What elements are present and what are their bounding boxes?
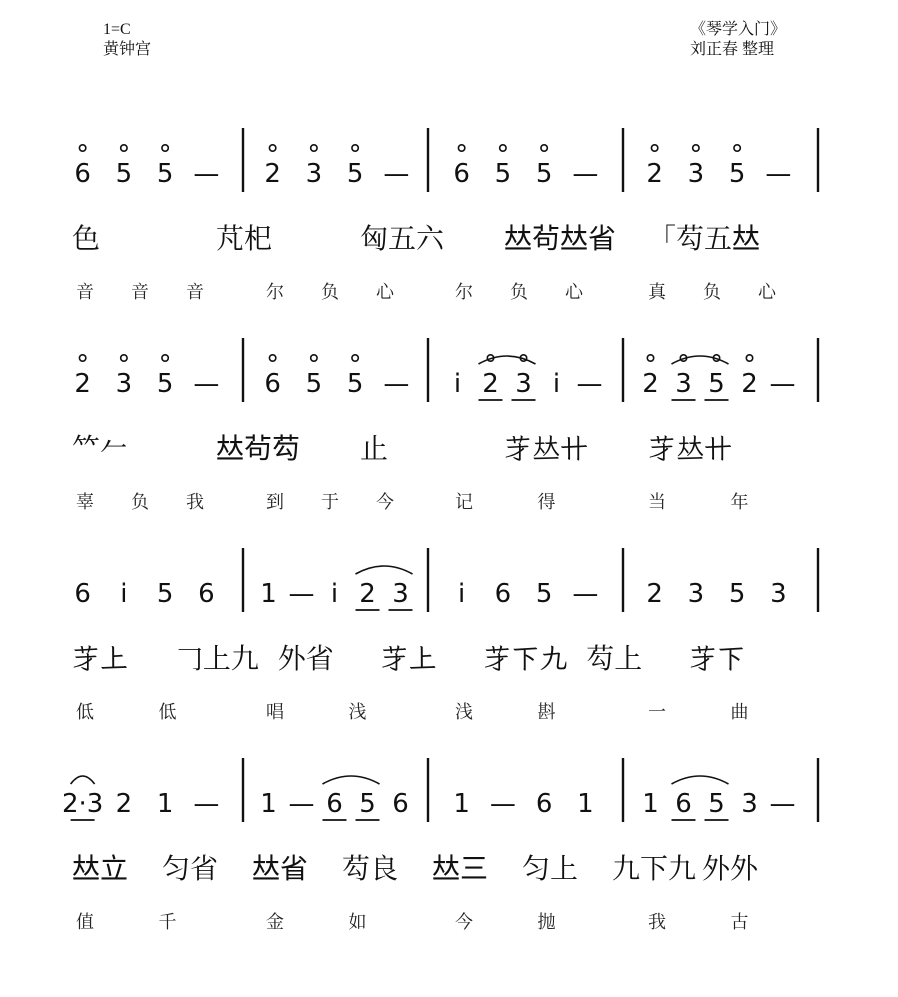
jianzipu-tablature: 芃𣏌	[216, 222, 273, 255]
lyric-character: 于	[321, 492, 339, 513]
jianpu-note: 3	[687, 159, 705, 189]
score-system	[0, 750, 898, 970]
lyric-character: 心	[376, 282, 394, 303]
lyric-character: 金	[266, 912, 284, 933]
jianzipu-tablature: 𠀤立	[72, 852, 129, 885]
jianzipu-tablature: 匀上	[522, 852, 579, 885]
octave-dot	[541, 145, 547, 151]
arranger-credit: 刘正春 整理	[690, 41, 775, 58]
jianpu-note: 5	[346, 159, 364, 189]
jianzipu-tablature: 外省	[277, 642, 334, 675]
octave-dot	[79, 145, 85, 151]
sustain-dash: —	[572, 159, 599, 189]
jianpu-note: 1	[453, 789, 470, 819]
lyric-character: 音	[76, 282, 94, 303]
jianzipu-tablature: 芶良	[342, 852, 399, 885]
jianpu-note: 6	[198, 579, 215, 609]
lyric-character: 值	[76, 912, 94, 933]
jianpu-note: i	[552, 369, 561, 399]
jianzipu-tablature: 匈五六	[360, 222, 445, 255]
octave-dot	[500, 145, 506, 151]
sustain-dash: —	[193, 159, 220, 189]
lyric-character: 负	[321, 282, 339, 303]
jianpu-note: 5	[708, 369, 725, 399]
jianpu-note: 3	[392, 579, 409, 609]
jianpu-note: 2	[115, 789, 133, 819]
slur-arc	[356, 566, 413, 574]
lyric-character: 当	[648, 492, 666, 513]
sustain-dash: —	[288, 579, 315, 609]
jianzipu-tablature: 芶上	[586, 642, 643, 675]
octave-dot	[746, 355, 752, 361]
jianpu-note: 2	[741, 369, 758, 399]
lyric-character: 我	[186, 492, 204, 513]
lyric-character: 古	[730, 912, 749, 933]
jianzipu-tablature: 𠀤茍芶	[216, 432, 301, 465]
jianpu-note: 5	[535, 159, 553, 189]
octave-dot	[651, 145, 657, 151]
jianpu-note: 5	[156, 159, 174, 189]
octave-dot	[458, 145, 464, 151]
jianzipu-tablature: 𦬁𠀤卄	[504, 432, 589, 465]
lyric-character: 尔	[266, 282, 284, 303]
lyric-character: 负	[510, 282, 528, 303]
octave-dot	[311, 355, 317, 361]
notation-staff	[0, 120, 898, 340]
jianzipu-tablature: 外外	[702, 852, 759, 885]
jianzipu-tablature: 九下九	[612, 852, 697, 885]
jianpu-note: 6	[326, 789, 343, 819]
sustain-dash: —	[193, 789, 220, 819]
mode-label: 黄钟宫	[103, 41, 152, 58]
lyric-character: 低	[158, 702, 177, 723]
jianpu-note: 2	[646, 159, 663, 189]
jianpu-note: 5	[708, 789, 725, 819]
lyric-character: 低	[76, 702, 94, 723]
jianpu-note: 6	[264, 369, 281, 399]
octave-dot	[121, 145, 127, 151]
sustain-dash: —	[489, 789, 516, 819]
jianpu-note: 3	[770, 579, 787, 609]
lyric-character: 到	[266, 492, 284, 513]
octave-dot	[162, 145, 168, 151]
jianpu-note: 5	[305, 369, 323, 399]
jianpu-note: 1	[642, 789, 659, 819]
slur-arc	[323, 776, 380, 784]
jianpu-note: 6	[535, 789, 553, 819]
lyric-character: 真	[648, 282, 666, 303]
lyric-character: 今	[376, 492, 394, 513]
lyric-character: 千	[158, 912, 177, 933]
jianpu-note: 2	[482, 369, 499, 399]
lyric-character: 唱	[266, 702, 284, 723]
lyric-character: 浅	[455, 702, 473, 723]
lyric-character: 音	[186, 282, 204, 303]
jianpu-note: 2	[642, 369, 659, 399]
jianpu-note: 3	[115, 369, 133, 399]
lyric-character: 曲	[730, 702, 749, 723]
score-system	[0, 120, 898, 340]
lyric-character: 记	[455, 492, 473, 513]
jianpu-note: 2	[74, 369, 91, 399]
jianzipu-tablature: 𠃌上九	[174, 642, 259, 675]
jianpu-note: 2	[646, 579, 663, 609]
jianpu-note: 5	[346, 369, 364, 399]
jianpu-note: 3	[741, 789, 758, 819]
lyric-character: 负	[703, 282, 721, 303]
octave-dot	[311, 145, 317, 151]
lyric-character: 心	[758, 282, 776, 303]
octave-dot	[121, 355, 127, 361]
lyric-character: 浅	[348, 702, 367, 723]
jianpu-note: 6	[392, 789, 409, 819]
jianpu-note: 6	[74, 159, 91, 189]
notation-staff	[0, 540, 898, 760]
sustain-dash: —	[383, 159, 410, 189]
lyric-character: 心	[565, 282, 583, 303]
jianzipu-tablature: 𦬁上	[380, 642, 437, 675]
jianpu-note: 1	[156, 789, 174, 819]
lyric-character: 得	[537, 492, 556, 513]
octave-dot	[693, 145, 699, 151]
lyric-character: 辜	[76, 492, 94, 513]
jianzipu-tablature: 𦬁𠀤卄	[648, 432, 733, 465]
score-system	[0, 540, 898, 760]
lyric-character: 如	[348, 912, 367, 933]
lyric-character: 音	[131, 282, 149, 303]
octave-dot	[352, 355, 358, 361]
jianzipu-tablature: 𦬁下九	[483, 642, 568, 675]
sustain-dash: —	[769, 369, 796, 399]
jianpu-note: 5	[156, 579, 174, 609]
jianpu-note: 5	[115, 159, 133, 189]
jianzipu-tablature: 𠀤三	[432, 852, 489, 885]
jianzipu-tablature: 色	[72, 222, 101, 255]
jianpu-note: 2	[359, 579, 376, 609]
lyric-character: 今	[455, 912, 473, 933]
jianpu-note: 1	[260, 789, 277, 819]
jianpu-note: 3	[515, 369, 532, 399]
sustain-dash: —	[288, 789, 315, 819]
jianzipu-tablature: 𦬁下	[689, 642, 746, 675]
lyric-character: 我	[648, 912, 666, 933]
jianpu-note: 3	[687, 579, 705, 609]
sustain-dash: —	[576, 369, 603, 399]
score-source-info	[690, 20, 786, 60]
lyric-character: 负	[131, 492, 149, 513]
slur-arc	[672, 776, 729, 784]
score-system	[0, 330, 898, 550]
lyric-character: 尔	[455, 282, 473, 303]
source-title: 《琴学入门》	[690, 21, 787, 38]
sustain-dash: —	[769, 789, 796, 819]
jianpu-note: 3	[305, 159, 323, 189]
jianpu-note: 6	[675, 789, 692, 819]
lyric-character: 斟	[537, 702, 556, 723]
octave-dot	[162, 355, 168, 361]
slur-arc	[71, 776, 95, 784]
jianpu-note: 5	[359, 789, 376, 819]
octave-dot	[269, 355, 275, 361]
jianzipu-tablature: 止	[360, 432, 389, 465]
octave-dot	[647, 355, 653, 361]
lyric-character: 一	[648, 702, 666, 723]
octave-dot	[79, 355, 85, 361]
jianpu-note: 5	[728, 159, 746, 189]
jianpu-note: 6	[453, 159, 470, 189]
jianpu-note: i	[120, 579, 128, 609]
jianpu-note: 5	[156, 369, 174, 399]
notation-staff	[0, 750, 898, 970]
jianzipu-tablature: 𥫗𠂉	[72, 432, 129, 465]
sustain-dash: —	[765, 159, 792, 189]
jianpu-note: 5	[535, 579, 553, 609]
jianpu-note: 6	[494, 579, 512, 609]
jianpu-note: i	[330, 579, 339, 609]
jianpu-note: i	[453, 369, 462, 399]
jianpu-note: 1	[577, 789, 594, 819]
octave-dot	[734, 145, 740, 151]
jianzipu-tablature: 𦬁上	[72, 642, 129, 675]
jianzipu-tablature: 𠀤茍𠀤省	[504, 222, 617, 255]
jianpu-note: 6	[74, 579, 91, 609]
jianpu-note: i	[458, 579, 466, 609]
sustain-dash: —	[383, 369, 410, 399]
jianpu-note: 2·3	[61, 789, 104, 819]
jianzipu-tablature: 𠀤省	[252, 852, 309, 885]
notation-staff	[0, 330, 898, 550]
sustain-dash: —	[193, 369, 220, 399]
lyric-character: 年	[730, 492, 749, 513]
sustain-dash: —	[572, 579, 599, 609]
jianpu-note: 3	[675, 369, 692, 399]
jianpu-note: 5	[728, 579, 746, 609]
jianpu-note: 5	[494, 159, 512, 189]
lyric-character: 抛	[537, 912, 556, 933]
octave-dot	[352, 145, 358, 151]
jianzipu-tablature: 匀省	[162, 852, 219, 885]
key-signature: 1=C	[103, 21, 131, 38]
jianpu-note: 2	[264, 159, 281, 189]
score-key-info	[103, 20, 151, 60]
jianzipu-tablature: 「芶五𠀤	[648, 222, 761, 255]
jianpu-note: 1	[260, 579, 277, 609]
octave-dot	[269, 145, 275, 151]
